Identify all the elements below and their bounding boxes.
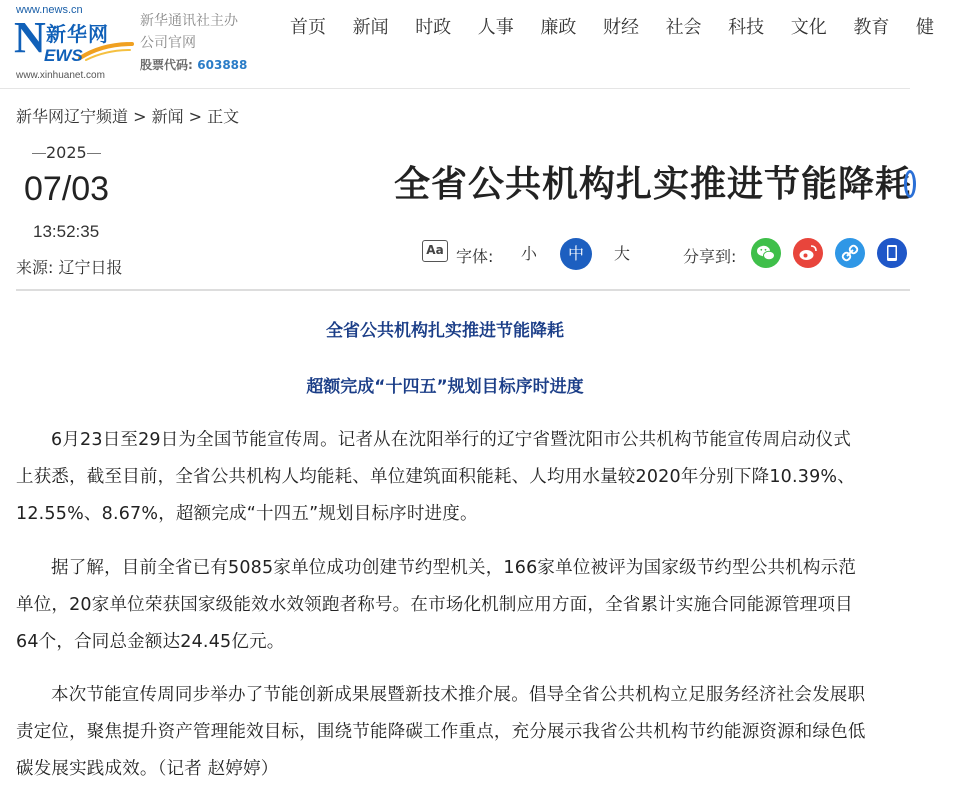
article-paragraph: 6月23日至29日为全国节能宣传周。记者从在沈阳举行的辽宁省暨沈阳市公共机构节能宣传周启动仪式上获悉，截至目前，全省公共机构人均能耗、单位建筑面积能耗、人均用水量较2020年分别下降10.39%、12.55%、8.67%，超额完成“十四五”规划目标序时进度。	[16, 430, 855, 524]
article-title: 全省公共机构扎实推进节能降耗	[394, 164, 913, 205]
logo-site: www.xinhuanet.com	[16, 70, 105, 81]
main-nav	[290, 16, 955, 40]
nav-item-tech[interactable]: 科技	[728, 17, 765, 38]
breadcrumb[interactable]: 新华网辽宁频道 > 新闻 > 正文	[16, 107, 240, 126]
font-size-medium[interactable]: 中	[560, 238, 592, 270]
mobile-icon[interactable]	[877, 238, 907, 268]
site-header	[0, 0, 934, 89]
tagline	[140, 10, 247, 76]
article-source: 来源: 辽宁日报	[16, 258, 123, 277]
publish-month-day: 07/03	[24, 170, 110, 208]
font-size-small[interactable]: 小	[520, 244, 537, 263]
nav-item-integrity[interactable]: 廉政	[540, 17, 577, 38]
share-label: 分享到:	[683, 247, 737, 266]
tagline-line2: 公司官网	[140, 35, 196, 51]
nav-item-politics[interactable]: 时政	[415, 17, 452, 38]
font-size-icon: Aa	[422, 240, 448, 262]
font-size-large[interactable]: 大	[613, 244, 630, 263]
logo-ews: EWS	[44, 46, 83, 65]
article-subtitle-2: 超额完成“十四五”规划目标序时进度	[306, 377, 584, 397]
publish-time: 13:52:35	[33, 222, 100, 241]
weibo-icon[interactable]	[793, 238, 823, 268]
header-divider	[16, 289, 910, 291]
link-icon[interactable]	[835, 238, 865, 268]
nav-item-finance[interactable]: 财经	[602, 17, 639, 38]
nav-item-education[interactable]: 教育	[853, 17, 890, 38]
publish-year	[32, 143, 101, 162]
logo-swoosh-icon	[78, 40, 134, 62]
xinhua-logo[interactable]	[14, 4, 134, 82]
logo-n: N	[14, 13, 46, 62]
stock-label: 股票代码:	[140, 58, 193, 72]
nav-item-society[interactable]: 社会	[665, 17, 702, 38]
wechat-icon[interactable]	[751, 238, 781, 268]
year-dash-right	[87, 153, 101, 154]
nav-item-personnel[interactable]: 人事	[477, 17, 514, 38]
article-paragraph: 据了解，目前全省已有5085家单位成功创建节约型机关，166家单位被评为国家级节约型公共机构示范单位，20家单位荣获国家级能效水效领跑者称号。在市场化机制应用方面，全省累计实施合同能源管理项目64个，合同总金额达24.45亿元。	[16, 558, 857, 652]
article-subtitle-1: 全省公共机构扎实推进节能降耗	[326, 321, 564, 341]
font-label: 字体:	[456, 247, 494, 266]
nav-item-health[interactable]: 健	[915, 17, 934, 38]
nav-item-home[interactable]: 首页	[290, 17, 326, 38]
audio-icon[interactable]	[904, 170, 916, 198]
year-dash-left	[32, 153, 46, 154]
tagline-line1: 新华通讯社主办	[140, 13, 238, 29]
logo-url: www.news.cn	[16, 4, 83, 16]
stock-code: 603888	[197, 58, 248, 72]
year-text: 2025	[46, 143, 87, 162]
nav-item-news[interactable]: 新闻	[352, 17, 389, 38]
article-paragraph: 本次节能宣传周同步举办了节能创新成果展暨新技术推介展。倡导全省公共机构立足服务经济社会发展职责定位，聚焦提升资产管理能效目标，围绕节能降碳工作重点，充分展示我省公共机构节约能源资源和绿色低碳发展实践成效。（记者 赵婷婷）	[16, 685, 866, 779]
nav-item-culture[interactable]: 文化	[790, 17, 827, 38]
logo-brand-cn: 新华网	[46, 22, 109, 46]
